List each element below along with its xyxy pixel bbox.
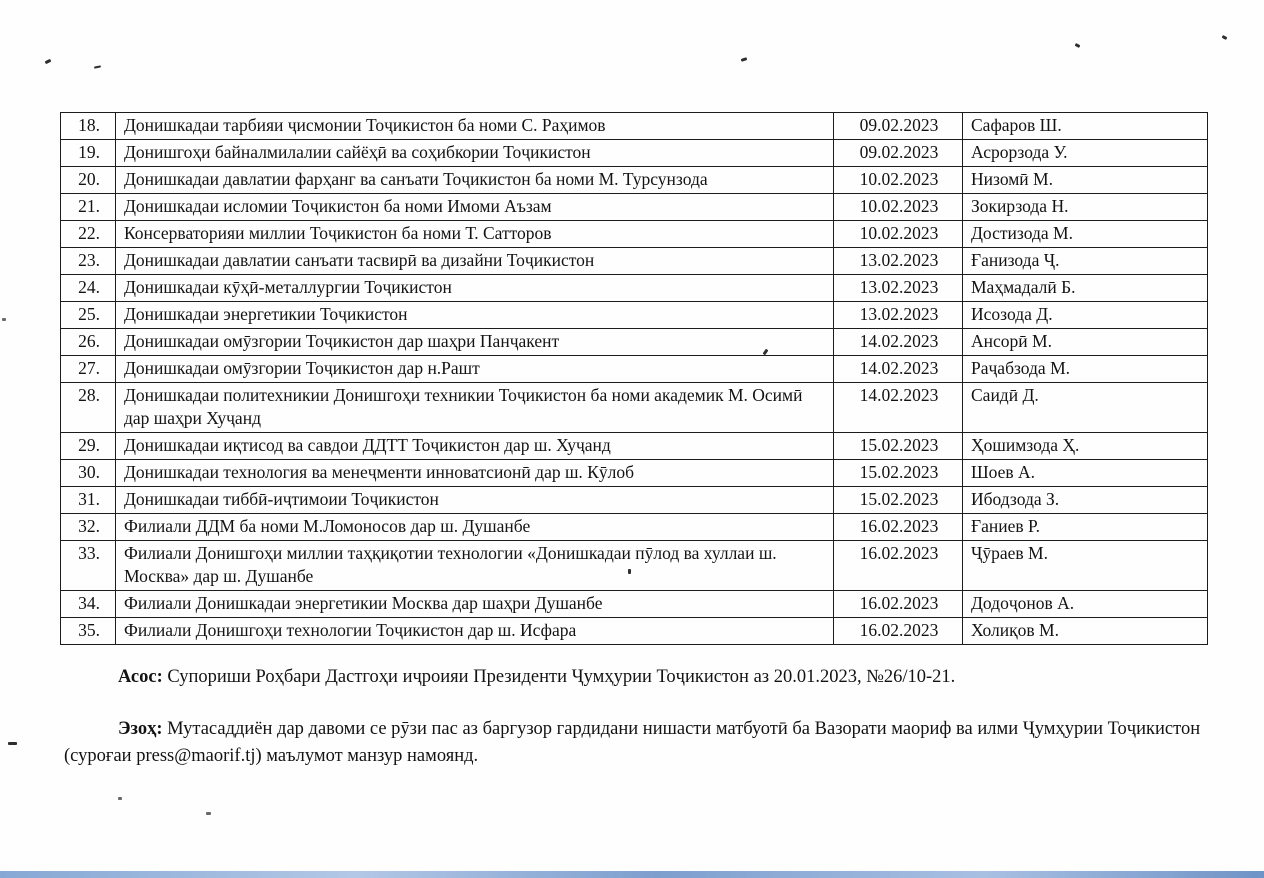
responsible-person: Додоҷонов А. xyxy=(963,591,1208,618)
institution-name: Филиали Донишгоҳи миллии таҳқиқотии технологии «Донишкадаи пӯлод ва хуллаи ш. Москва» дар ш. Душанбе xyxy=(116,541,834,591)
institution-name: Филиали Донишгоҳи технологии Тоҷикистон дар ш. Исфара xyxy=(116,618,834,645)
press-date: 13.02.2023 xyxy=(834,248,963,275)
row-number: 33. xyxy=(61,541,116,591)
table-row xyxy=(61,194,1208,221)
row-number: 27. xyxy=(61,356,116,383)
table-row xyxy=(61,248,1208,275)
press-date: 13.02.2023 xyxy=(834,302,963,329)
scan-edge-artifact xyxy=(0,871,1264,878)
press-date: 09.02.2023 xyxy=(834,140,963,167)
remark-note xyxy=(64,716,1202,770)
press-date: 16.02.2023 xyxy=(834,591,963,618)
table-row xyxy=(61,460,1208,487)
row-number: 35. xyxy=(61,618,116,645)
scan-speck xyxy=(206,812,211,815)
press-date: 14.02.2023 xyxy=(834,356,963,383)
institution-name: Донишгоҳи байналмилалии сайёҳӣ ва соҳибкории Тоҷикистон xyxy=(116,140,834,167)
scan-speck xyxy=(8,742,17,745)
institution-name: Донишкадаи давлатии санъати тасвирӣ ва дизайни Тоҷикистон xyxy=(116,248,834,275)
table-row xyxy=(61,356,1208,383)
responsible-person: Маҳмадалӣ Б. xyxy=(963,275,1208,302)
row-number: 23. xyxy=(61,248,116,275)
row-number: 25. xyxy=(61,302,116,329)
scan-speck xyxy=(45,59,52,64)
press-date: 15.02.2023 xyxy=(834,487,963,514)
responsible-person: Зокирзода Н. xyxy=(963,194,1208,221)
press-date: 13.02.2023 xyxy=(834,275,963,302)
row-number: 30. xyxy=(61,460,116,487)
row-number: 31. xyxy=(61,487,116,514)
table-row xyxy=(61,113,1208,140)
remark-label: Эзоҳ: xyxy=(118,719,163,739)
row-number: 26. xyxy=(61,329,116,356)
row-number: 24. xyxy=(61,275,116,302)
basis-text: Супориши Роҳбари Дастгоҳи иҷроияи Президенти Ҷумҳурии Тоҷикистон аз 20.01.2023, №26/10-21. xyxy=(162,667,956,687)
row-number: 21. xyxy=(61,194,116,221)
responsible-person: Ғанизода Ҷ. xyxy=(963,248,1208,275)
row-number: 32. xyxy=(61,514,116,541)
table-row xyxy=(61,618,1208,645)
institution-name: Донишкадаи энергетикии Тоҷикистон xyxy=(116,302,834,329)
institution-name: Донишкадаи исломии Тоҷикистон ба номи Имоми Аъзам xyxy=(116,194,834,221)
responsible-person: Ҷӯраев М. xyxy=(963,541,1208,591)
press-date: 10.02.2023 xyxy=(834,221,963,248)
responsible-person: Ибодзода З. xyxy=(963,487,1208,514)
table-row xyxy=(61,302,1208,329)
row-number: 20. xyxy=(61,167,116,194)
institution-name: Донишкадаи кӯҳӣ-металлургии Тоҷикистон xyxy=(116,275,834,302)
row-number: 28. xyxy=(61,383,116,433)
press-date: 15.02.2023 xyxy=(834,433,963,460)
row-number: 19. xyxy=(61,140,116,167)
scan-speck xyxy=(1075,43,1081,48)
press-date: 14.02.2023 xyxy=(834,383,963,433)
press-date: 15.02.2023 xyxy=(834,460,963,487)
table-row xyxy=(61,541,1208,591)
row-number: 22. xyxy=(61,221,116,248)
institutions-table xyxy=(60,112,1208,645)
responsible-person: Шоев А. xyxy=(963,460,1208,487)
footer-notes xyxy=(64,664,1202,770)
institution-name: Филиали ДДМ ба номи М.Ломоносов дар ш. Душанбе xyxy=(116,514,834,541)
responsible-person: Холиқов М. xyxy=(963,618,1208,645)
press-date: 09.02.2023 xyxy=(834,113,963,140)
row-number: 18. xyxy=(61,113,116,140)
institution-name: Донишкадаи тарбияи ҷисмонии Тоҷикистон ба номи С. Раҳимов xyxy=(116,113,834,140)
institution-name: Донишкадаи технология ва менеҷменти инноватсионӣ дар ш. Кӯлоб xyxy=(116,460,834,487)
table-row xyxy=(61,275,1208,302)
responsible-person: Ғаниев Р. xyxy=(963,514,1208,541)
responsible-person: Ҳошимзода Ҳ. xyxy=(963,433,1208,460)
table-row xyxy=(61,591,1208,618)
responsible-person: Достизода М. xyxy=(963,221,1208,248)
basis-label: Асос: xyxy=(118,667,163,687)
press-date: 16.02.2023 xyxy=(834,541,963,591)
institution-name: Донишкадаи давлатии фарҳанг ва санъати Тоҷикистон ба номи М. Турсунзода xyxy=(116,167,834,194)
press-date: 14.02.2023 xyxy=(834,329,963,356)
table-row xyxy=(61,383,1208,433)
responsible-person: Раҷабзода М. xyxy=(963,356,1208,383)
institution-name: Филиали Донишкадаи энергетикии Москва дар шаҳри Душанбе xyxy=(116,591,834,618)
table-row xyxy=(61,433,1208,460)
responsible-person: Низомӣ М. xyxy=(963,167,1208,194)
scan-speck xyxy=(741,57,748,62)
table-row xyxy=(61,514,1208,541)
press-date: 16.02.2023 xyxy=(834,514,963,541)
scan-speck xyxy=(1222,35,1228,40)
scan-speck xyxy=(118,797,122,800)
responsible-person: Ансорӣ М. xyxy=(963,329,1208,356)
institution-name: Донишкадаи омӯзгории Тоҷикистон дар н.Рашт xyxy=(116,356,834,383)
row-number: 34. xyxy=(61,591,116,618)
institution-name: Консерваторияи миллии Тоҷикистон ба номи Т. Сатторов xyxy=(116,221,834,248)
scan-speck xyxy=(94,65,101,68)
table-row xyxy=(61,487,1208,514)
institution-name: Донишкадаи политехникии Донишгоҳи техникии Тоҷикистон ба номи академик М. Осимӣ дар шаҳри Хуҷанд xyxy=(116,383,834,433)
press-date: 10.02.2023 xyxy=(834,167,963,194)
table-row xyxy=(61,221,1208,248)
table-row xyxy=(61,140,1208,167)
institution-name: Донишкадаи омӯзгории Тоҷикистон дар шаҳри Панҷакент xyxy=(116,329,834,356)
scan-speck xyxy=(628,569,631,574)
institution-name: Донишкадаи иқтисод ва савдои ДДТТ Тоҷикистон дар ш. Хуҷанд xyxy=(116,433,834,460)
table-row xyxy=(61,329,1208,356)
responsible-person: Асрорзода У. xyxy=(963,140,1208,167)
row-number: 29. xyxy=(61,433,116,460)
institution-name: Донишкадаи тиббӣ-иҷтимоии Тоҷикистон xyxy=(116,487,834,514)
press-date: 16.02.2023 xyxy=(834,618,963,645)
scan-speck xyxy=(2,318,6,321)
basis-note xyxy=(64,664,1202,691)
table-row xyxy=(61,167,1208,194)
remark-text: Мутасаддиён дар давоми се рӯзи пас аз баргузор гардидани нишасти матбуотӣ ба Вазорати маориф ва илми Ҷумҳурии Тоҷикистон (суроғаи press@maorif.tj) маълумот манзур намоянд. xyxy=(64,719,1201,766)
institutions-table-body xyxy=(61,113,1208,645)
responsible-person: Сафаров Ш. xyxy=(963,113,1208,140)
responsible-person: Саидӣ Д. xyxy=(963,383,1208,433)
responsible-person: Исозода Д. xyxy=(963,302,1208,329)
press-date: 10.02.2023 xyxy=(834,194,963,221)
